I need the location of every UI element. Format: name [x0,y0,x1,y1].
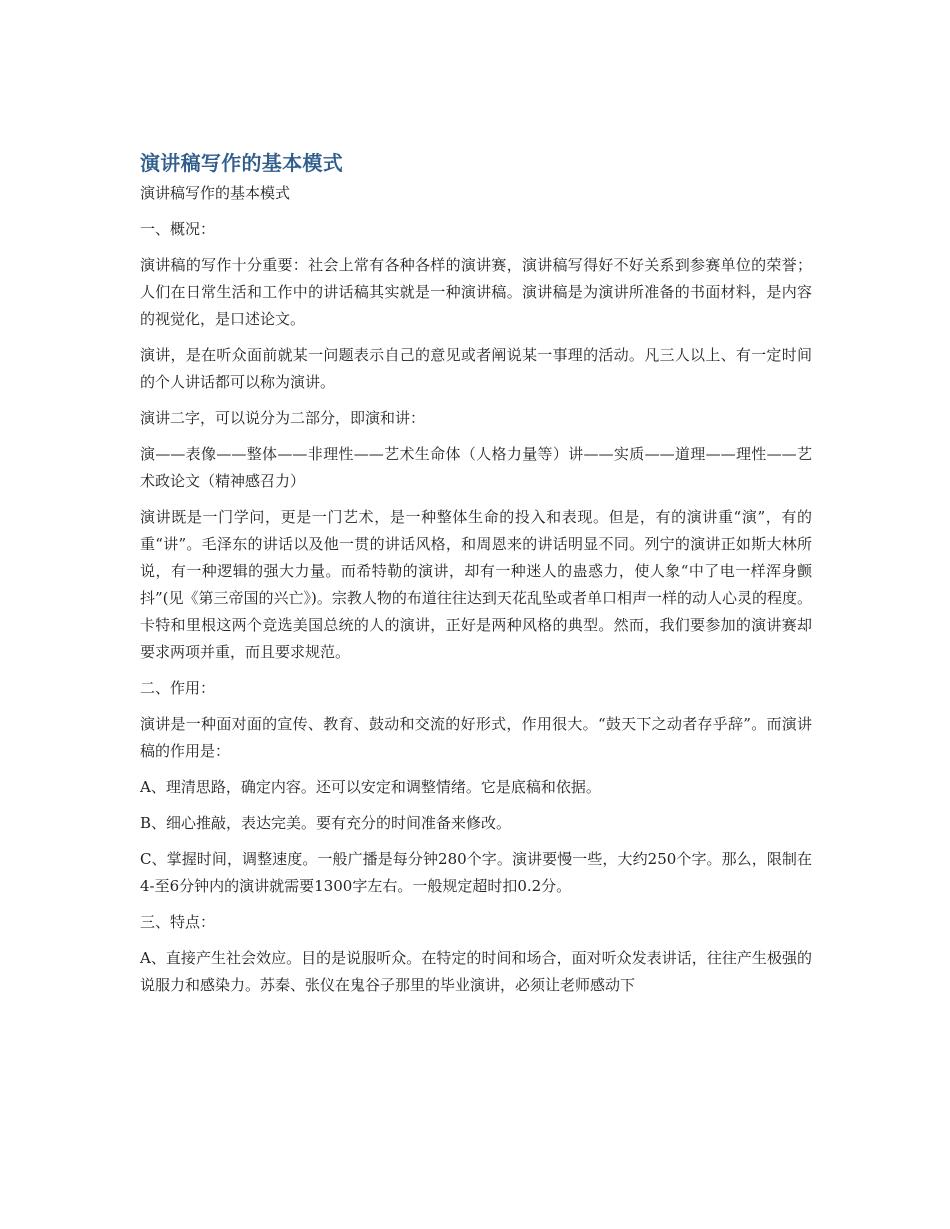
section-heading-overview: 一、概况： [140,220,216,238]
body-paragraph: 演讲既是一门学问，更是一门艺术，是一种整体生命的投入和表现。但是，有的演讲重“演”，有的重“讲”。毛泽东的讲话以及他一贯的讲话风格，和周恩来的讲话明显不同。列宁的演讲正如斯大林所说，有一种逻辑的强大力量。而希特勒的演讲，却有一种迷人的蛊惑力，使人象“中了电一样浑身颤抖”(见《第三帝国的兴亡》)。宗教人物的布道往往达到天花乱坠或者单口相声一样的动人心灵的程度。卡特和里根这两个竞选美国总统的人的演讲，正好是两种风格的典型。然而，我们要参加的演讲赛却要求两项并重，而且要求规范。 [140,508,812,661]
document-title: 演讲稿写作的基本模式 [140,151,343,175]
document-page [140,148,812,1008]
list-item-a: A、理清思路，确定内容。还可以安定和调整情绪。它是底稿和依据。 [140,778,601,796]
subtitle-paragraph: 演讲稿写作的基本模式 [140,184,291,202]
body-paragraph: 演讲稿的写作十分重要：社会上常有各种各样的演讲赛，演讲稿写得好不好关系到参赛单位的荣誉；人们在日常生活和工作中的讲话稿其实就是一种演讲稿。演讲稿是为演讲所准备的书面材料，是内容的视觉化，是口述论文。 [140,256,812,328]
body-paragraph: 演讲二字，可以说分为二部分，即演和讲： [140,409,426,427]
body-paragraph: 演讲，是在听众面前就某一问题表示自己的意见或者阐说某一事理的活动。凡三人以上、有一定时间的个人讲话都可以称为演讲。 [140,346,812,391]
section-heading-features: 三、特点： [140,913,216,931]
body-paragraph: 演——表像——整体——非理性——艺术生命体（人格力量等）讲——实质——道理——理性——艺术政论文（精神感召力） [140,445,812,490]
list-item-c: C、掌握时间，调整速度。一般广播是每分钟280个字。演讲要慢一些，大约250个字。那么，限制在4-至6分钟内的演讲就需要1300字左右。一般规定超时扣0.2分。 [140,850,812,895]
list-item-b: B、细心推敲，表达完美。要有充分的时间准备来修改。 [140,814,512,832]
list-item-a-features: A、直接产生社会效应。目的是说服听众。在特定的时间和场合，面对听众发表讲话，往往产生极强的说服力和感染力。苏秦、张仪在鬼谷子那里的毕业演讲，必须让老师感动下 [140,949,812,994]
section-heading-function: 二、作用： [140,679,216,697]
body-paragraph: 演讲是一种面对面的宣传、教育、鼓动和交流的好形式，作用很大。“鼓天下之动者存乎辞”。而演讲稿的作用是： [140,715,812,760]
